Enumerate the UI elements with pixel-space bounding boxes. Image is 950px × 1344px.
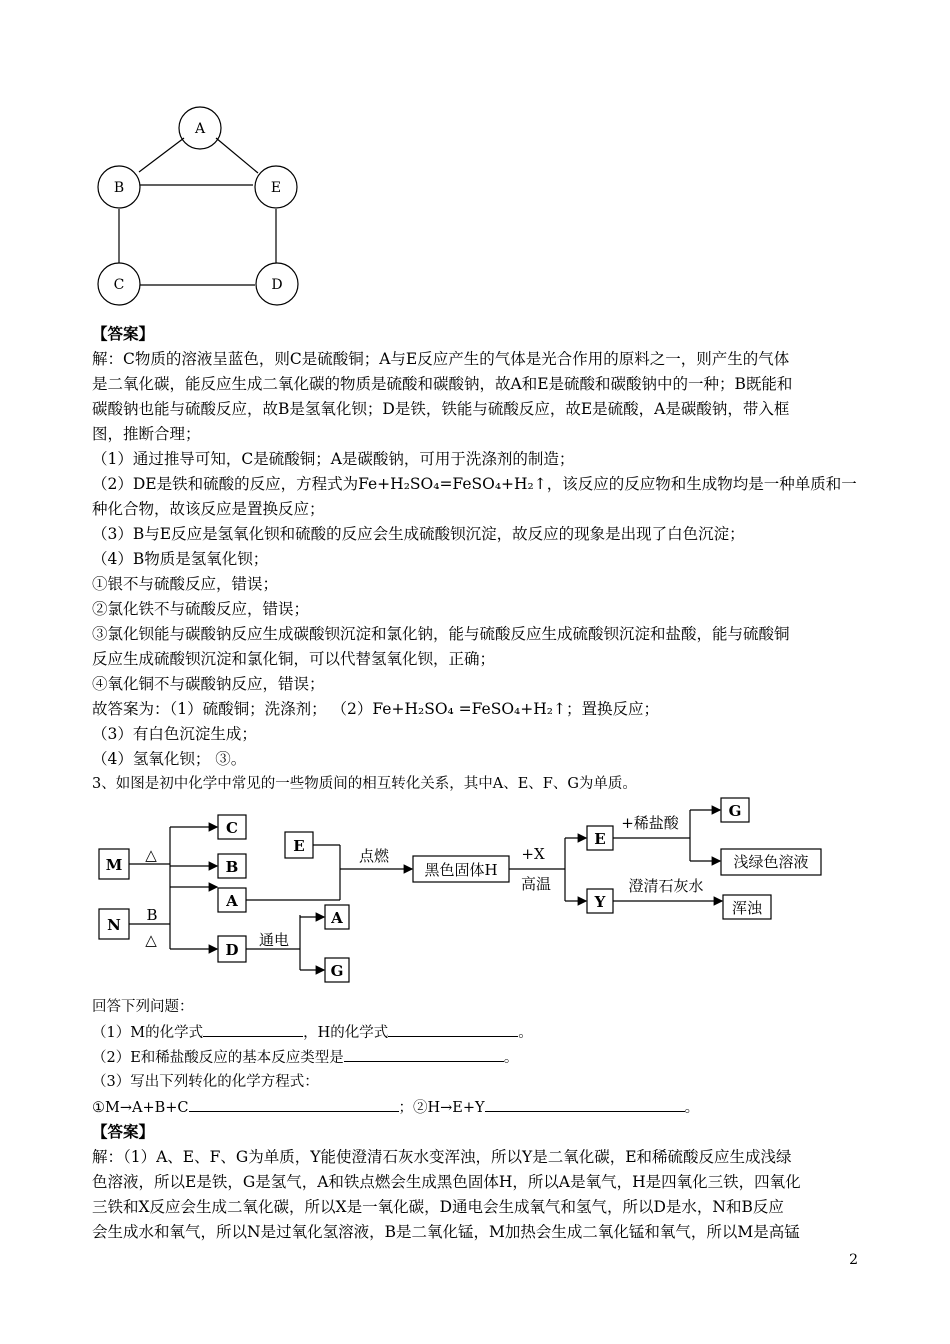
q1-part-a: （1）M的化学式 bbox=[92, 1025, 204, 1041]
label-d: D bbox=[225, 941, 239, 959]
q3-part-c: 。 bbox=[684, 1100, 700, 1116]
label-y: Y bbox=[594, 893, 606, 911]
question3-q3-equations bbox=[92, 1097, 699, 1118]
answer3-line-4: 会生成水和氧气，所以N是过氧化氢溶液，B是二氧化锰，M加热会生成二氧化锰和氧气，所以M是高锰 bbox=[92, 1223, 800, 1241]
answer1-line-5: （1）通过推导可知，C是硫酸铜；A是碳酸钠，可用于洗涤剂的制造； bbox=[92, 450, 575, 468]
label-c: C bbox=[226, 819, 238, 837]
answer-blank-reaction-type[interactable] bbox=[344, 1047, 504, 1062]
answer1-line-1: 解：C物质的溶液呈蓝色，则C是硫酸铜；A与E反应产生的气体是光合作用的原料之一，则产生的气体 bbox=[92, 350, 790, 368]
answer1-line-15: 故答案为：（1）硫酸铜；洗涤剂； （2）Fe+H₂SO₄ =FeSO₄+H₂↑；置换反应； bbox=[92, 700, 659, 718]
label-limewater: 澄清石灰水 bbox=[628, 877, 704, 895]
answer-heading-3: 【答案】 bbox=[92, 1122, 155, 1141]
answer-blank-equation-2[interactable] bbox=[485, 1097, 685, 1112]
answer1-line-6: （2）DE是铁和硫酸的反应，方程式为Fe+H₂SO₄=FeSO₄+H₂↑，该反应的反应物和生成物均是一种单质和一 bbox=[92, 475, 857, 493]
answer1-line-10: ①银不与硫酸反应，错误； bbox=[92, 575, 279, 593]
label-a-bottom: A bbox=[331, 909, 343, 927]
label-e-right: E bbox=[594, 830, 606, 848]
label-electrolysis: 通电 bbox=[258, 931, 290, 949]
label-plus-x: +X bbox=[521, 845, 545, 863]
node-b-label: B bbox=[113, 180, 125, 196]
label-e: E bbox=[293, 837, 305, 855]
answer1-line-9: （4）B物质是氢氧化钡； bbox=[92, 550, 269, 568]
answer-blank-equation-1[interactable] bbox=[189, 1097, 399, 1112]
label-dilute-acid: +稀盐酸 bbox=[621, 814, 679, 832]
answer1-line-13: 反应生成硫酸钡沉淀和氯化铜，可以代替氢氧化钡，正确； bbox=[92, 650, 496, 668]
label-light-green: 浅绿色溶液 bbox=[733, 853, 809, 871]
q2-part-b: 。 bbox=[503, 1050, 519, 1066]
label-ignite: 点燃 bbox=[358, 847, 390, 865]
label-heat-2: △ bbox=[145, 931, 157, 949]
node-e-label: E bbox=[270, 180, 282, 196]
node-d-label: D bbox=[271, 277, 283, 293]
label-g-bottom: G bbox=[330, 962, 344, 980]
q2-part-a: （2）E和稀盐酸反应的基本反应类型是 bbox=[92, 1050, 344, 1066]
node-a-label: A bbox=[194, 121, 206, 137]
label-m: M bbox=[105, 856, 123, 874]
label-g-top: G bbox=[728, 802, 742, 820]
label-heat-1: △ bbox=[145, 846, 157, 864]
label-high-temp: 高温 bbox=[520, 875, 552, 893]
question3-q2 bbox=[92, 1047, 518, 1068]
question3-prompt: 回答下列问题： bbox=[92, 999, 194, 1015]
answer1-line-12: ③氯化钡能与碳酸钠反应生成碳酸钡沉淀和氯化钠，能与硫酸反应生成硫酸钡沉淀和盐酸，能与硫酸铜 bbox=[92, 625, 790, 643]
question3-q3: （3）写出下列转化的化学方程式： bbox=[92, 1074, 319, 1090]
answer1-line-16: （3）有白色沉淀生成； bbox=[92, 725, 257, 743]
label-turbid: 浑浊 bbox=[731, 899, 763, 917]
answer1-line-8: （3）B与E反应是氢氧化钡和硫酸的反应会生成硫酸钡沉淀，故反应的现象是出现了白色沉淀； bbox=[92, 525, 745, 543]
q1-part-c: 。 bbox=[518, 1025, 533, 1041]
label-b-catalyst: B bbox=[146, 906, 158, 924]
answer1-line-2: 是二氧化碳，能反应生成二氧化碳的物质是硫酸和碳酸钠，故A和E是硫酸和碳酸钠中的一种；B既能和 bbox=[92, 375, 793, 393]
answer-blank-h[interactable] bbox=[388, 1022, 518, 1037]
question3-q1 bbox=[92, 1022, 533, 1043]
answer1-line-3: 碳酸钠也能与硫酸反应，故B是氢氧化钡；D是铁，铁能与硫酸反应，故E是硫酸，A是碳酸钠，带入框 bbox=[92, 400, 790, 418]
flow-diagram bbox=[90, 795, 830, 995]
answer1-line-4: 图，推断合理； bbox=[92, 425, 201, 443]
answer3-line-3: 三铁和X反应会生成二氧化碳，所以X是一氧化碳，D通电会生成氧气和氢气，所以D是水，N和B反应 bbox=[92, 1198, 784, 1216]
page-number: 2 bbox=[849, 1252, 858, 1268]
pentagon-diagram bbox=[95, 105, 310, 310]
label-b: B bbox=[225, 858, 239, 876]
answer1-line-11: ②氯化铁不与硫酸反应，错误； bbox=[92, 600, 310, 618]
label-black-solid: 黑色固体H bbox=[424, 861, 498, 879]
label-a: A bbox=[226, 892, 238, 910]
answer1-line-17: （4）氢氧化钡； ③。 bbox=[92, 750, 247, 768]
q3-part-a: ①M→A+B+C bbox=[92, 1100, 189, 1116]
q3-part-b: ；②H→E+Y bbox=[398, 1100, 485, 1116]
answer3-line-1: 解：（1）A、E、F、G为单质，Y能使澄清石灰水变浑浊，所以Y是二氧化碳，E和稀硫酸反应生成浅绿 bbox=[92, 1148, 792, 1166]
answer1-line-7: 种化合物，故该反应是置换反应； bbox=[92, 500, 325, 518]
node-c-label: C bbox=[113, 277, 125, 293]
label-n: N bbox=[107, 916, 121, 934]
question3-title: 3、如图是初中化学中常见的一些物质间的相互转化关系，其中A、E、F、G为单质。 bbox=[92, 776, 637, 792]
answer3-line-2: 色溶液，所以E是铁，G是氢气，A和铁点燃会生成黑色固体H，所以A是氧气，H是四氧化三铁，四氧化 bbox=[92, 1173, 801, 1191]
answer-heading-1: 【答案】 bbox=[92, 324, 155, 343]
answer1-line-14: ④氧化铜不与碳酸钠反应，错误； bbox=[92, 675, 325, 693]
q1-part-b: ，H的化学式 bbox=[303, 1025, 389, 1041]
answer-blank-m[interactable] bbox=[203, 1022, 303, 1037]
